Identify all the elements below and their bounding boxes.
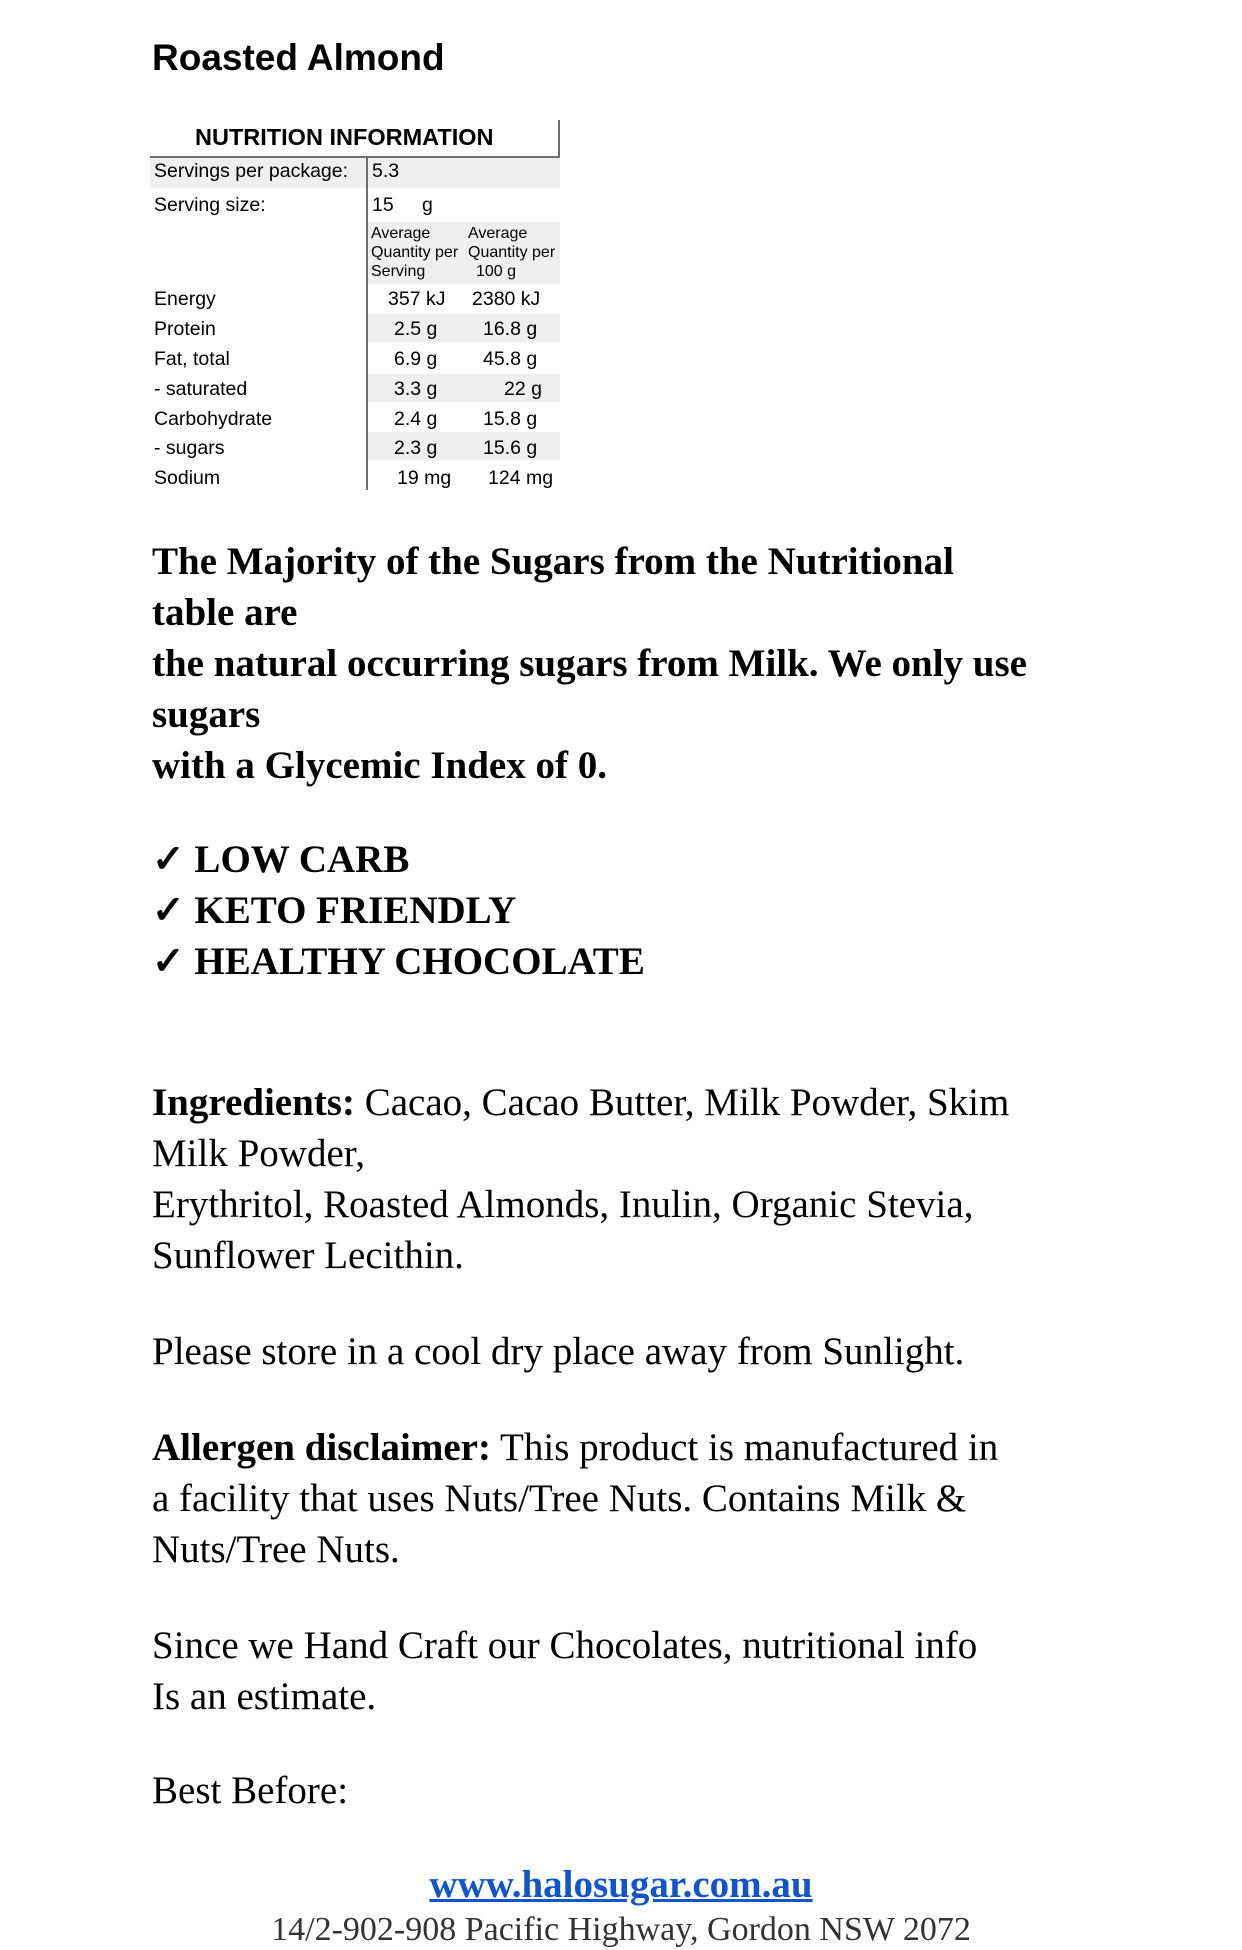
nutrition-table xyxy=(150,120,560,490)
best-before: Best Before: xyxy=(152,1769,349,1812)
allergen-disclaimer xyxy=(152,1422,998,1575)
nutrition-heading xyxy=(150,120,560,158)
serving-size-label: Serving size: xyxy=(154,194,266,216)
per-100g-header-line: Average xyxy=(468,225,528,242)
allergen-label: Allergen disclaimer: xyxy=(152,1426,491,1469)
nutrient-per-100g: 16.8 g xyxy=(483,318,538,340)
nutrient-label-fat: Fat, total xyxy=(154,348,230,370)
allergen-line: a facility that uses Nuts/Tree Nuts. Contains Milk & xyxy=(152,1477,967,1520)
product-title: Roasted Almond xyxy=(152,37,445,78)
nutrient-per-serving: 3.3 g xyxy=(394,378,438,400)
sugar-note-line: The Majority of the Sugars from the Nutritional xyxy=(152,540,954,583)
nutrient-per-100g: 15.6 g xyxy=(483,437,538,459)
nutrition-heading-text: NUTRITION INFORMATION xyxy=(195,124,494,150)
ingredients-label: Ingredients: xyxy=(152,1081,355,1124)
sugar-note-line: sugars xyxy=(152,693,261,736)
nutrient-per-100g: 124 mg xyxy=(488,467,554,489)
address-text: 14/2-902-908 Pacific Highway, Gordon NSW 2072 xyxy=(271,1911,971,1948)
per-100g-header-line: Quantity per xyxy=(468,244,556,261)
allergen-text: This product is manufactured in xyxy=(490,1426,999,1469)
nutrient-label-carbohydrate: Carbohydrate xyxy=(154,408,273,430)
nutrient-per-serving: 357 kJ xyxy=(388,288,446,310)
nutrient-per-100g: 2380 kJ xyxy=(472,288,541,310)
nutrient-label-sodium: Sodium xyxy=(154,467,221,489)
table-divider xyxy=(366,158,368,490)
nutrient-label-saturated: - saturated xyxy=(154,378,248,400)
servings-value: 5.3 xyxy=(372,160,400,182)
website-link[interactable]: www.halosugar.com.au xyxy=(429,1863,813,1906)
per-100g-header xyxy=(468,224,555,281)
nutrient-per-serving: 6.9 g xyxy=(394,348,438,370)
ingredients-line: Sunflower Lecithin. xyxy=(152,1234,464,1277)
nutrient-per-serving: 2.4 g xyxy=(394,408,438,430)
per-100g-header-line: 100 g xyxy=(476,263,517,280)
nutrient-label-sugars: - sugars xyxy=(154,437,225,459)
per-serving-header-line: Quantity per xyxy=(371,244,459,261)
sugar-note-line: with a Glycemic Index of 0. xyxy=(152,744,607,787)
nutrient-label-energy: Energy xyxy=(154,288,216,310)
sugar-note-line: the natural occurring sugars from Milk. We only use xyxy=(152,642,1027,685)
claim-keto-friendly: ✓ KETO FRIENDLY xyxy=(152,889,517,932)
nutrient-per-serving: 2.3 g xyxy=(394,437,438,459)
handcraft-note-line: Since we Hand Craft our Chocolates, nutritional info xyxy=(152,1624,978,1667)
nutrient-per-100g: 22 g xyxy=(504,378,542,400)
claim-healthy-chocolate: ✓ HEALTHY CHOCOLATE xyxy=(152,940,645,983)
nutrient-per-100g: 15.8 g xyxy=(483,408,538,430)
serving-size-value: 15 xyxy=(372,194,394,216)
per-serving-header-line: Average xyxy=(371,225,431,242)
sugar-note-line: table are xyxy=(152,591,298,634)
ingredients-line: Milk Powder, xyxy=(152,1132,365,1175)
nutrient-per-100g: 45.8 g xyxy=(483,348,538,370)
nutrient-per-serving: 2.5 g xyxy=(394,318,438,340)
serving-size-unit: g xyxy=(422,194,433,216)
nutrient-per-serving: 19 mg xyxy=(397,467,452,489)
ingredients-line xyxy=(152,1077,1009,1128)
ingredients xyxy=(152,1077,1009,1281)
per-serving-header-line: Serving xyxy=(371,263,426,280)
ingredients-line: Erythritol, Roasted Almonds, Inulin, Organic Stevia, xyxy=(152,1183,974,1226)
allergen-line xyxy=(152,1422,998,1473)
nutrient-label-protein: Protein xyxy=(154,318,216,340)
handcraft-note xyxy=(152,1620,977,1722)
handcraft-note-line: Is an estimate. xyxy=(152,1675,377,1718)
allergen-line: Nuts/Tree Nuts. xyxy=(152,1528,400,1571)
claims-list xyxy=(152,834,645,987)
claim-low-carb: ✓ LOW CARB xyxy=(152,838,410,881)
servings-label: Servings per package: xyxy=(154,160,349,182)
per-serving-header xyxy=(371,224,458,281)
storage-instructions: Please store in a cool dry place away from Sunlight. xyxy=(152,1330,965,1373)
sugar-note xyxy=(152,536,1027,791)
ingredients-text: Cacao, Cacao Butter, Milk Powder, Skim xyxy=(354,1081,1010,1124)
